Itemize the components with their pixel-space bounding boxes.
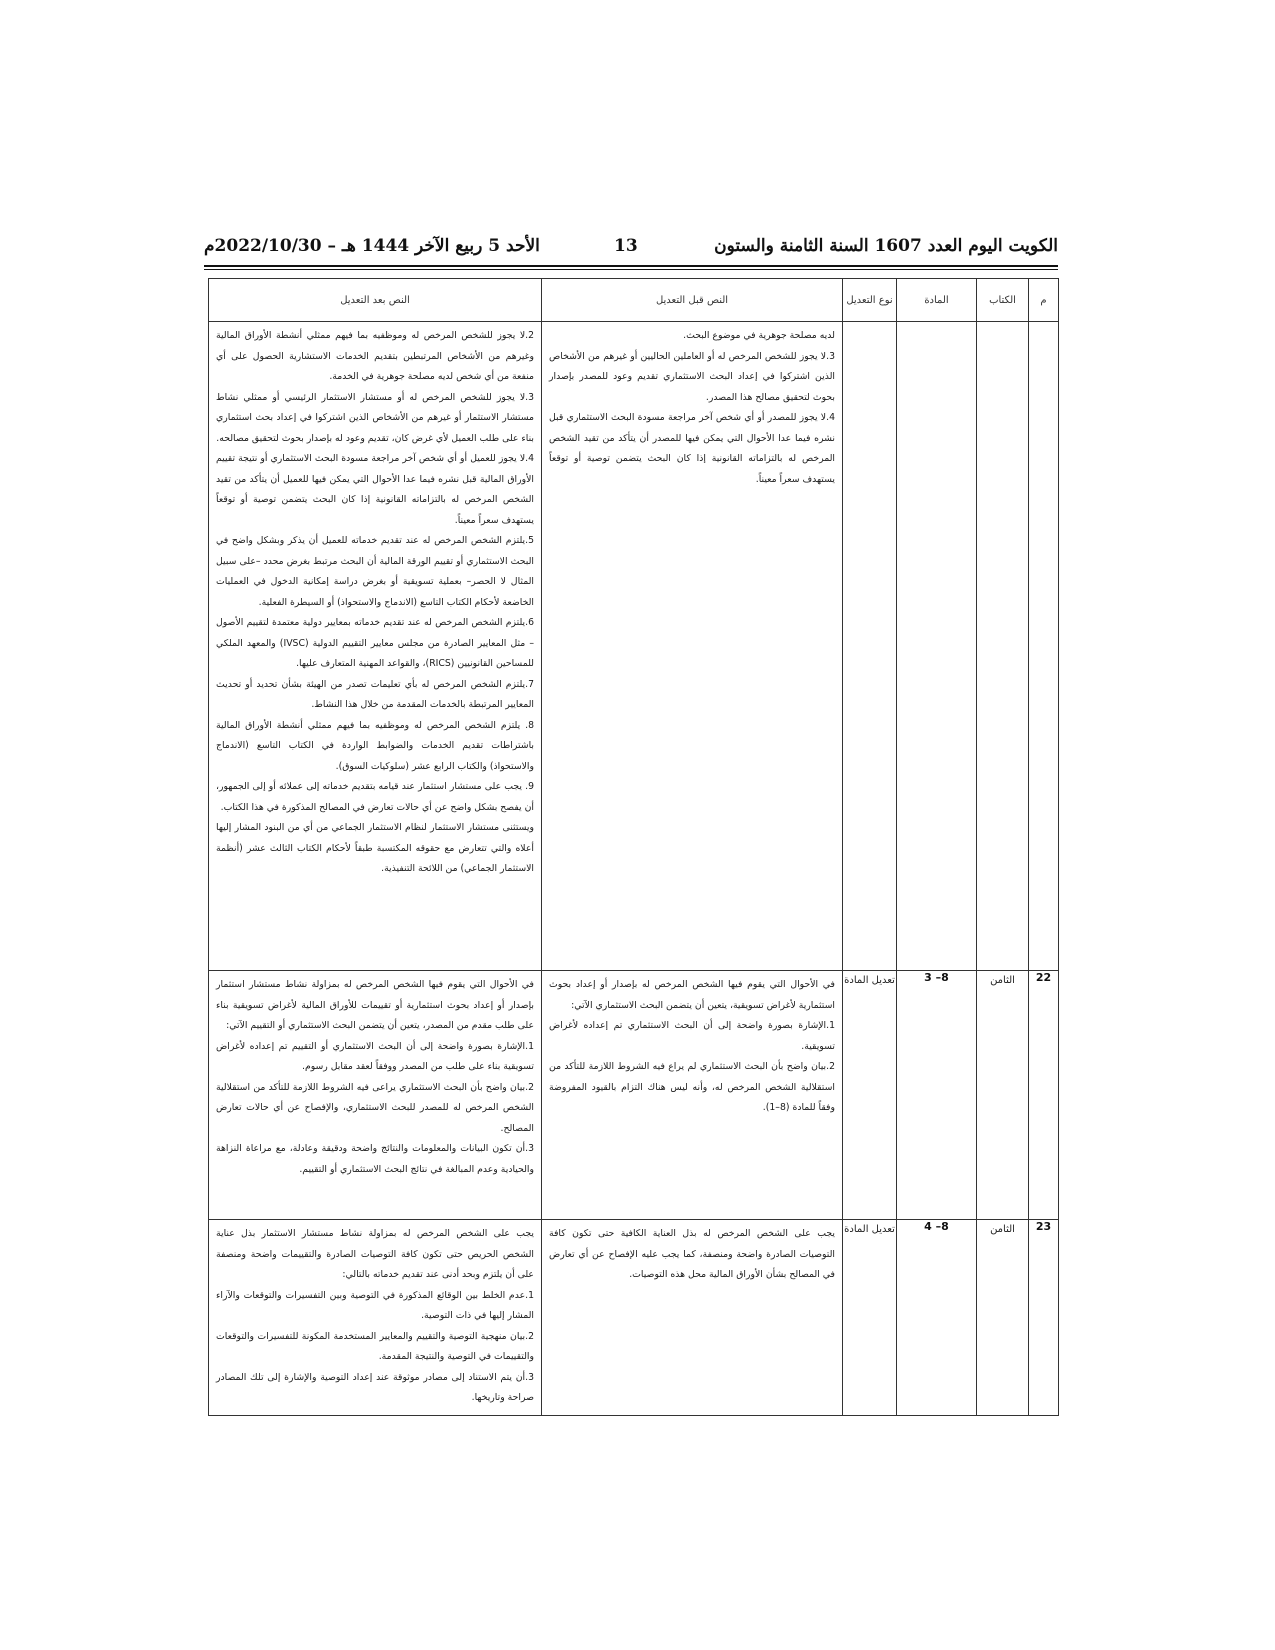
paragraph: 8. يلتزم الشخص المرخص له وموظفيه بما فيهم ممثلي أنشطة الأوراق المالية باشتراطات تقديم الخدمات والضوابط الواردة في الكتاب التاسع (الاندماج والاستحواذ) والكتاب الرابع عشر (سلوكيات السوق). [216,719,534,772]
row-article [897,322,977,971]
row-type [843,322,897,971]
header-rule-thin [204,269,1058,270]
row-book: الثامن [977,971,1029,1220]
header-gazette-issue: الكويت اليوم العدد 1607 السنة الثامنة والستون [714,236,1058,256]
page-header [204,228,1058,262]
paragraph: 5.يلتزم الشخص المرخص له عند تقديم خدماته للعميل أن يذكر وبشكل واضح في البحث الاستثماري أو تقييم الورقة المالية أن البحث مرتبط بغرض محدد –على سبيل المثال لا الحصر– بعملية تسويقية أو بغرض دراسة إمكانية الدخول في العمليات الخاضعة لأحكام الكتاب التاسع (الاندماج والاستحواذ) أو السيطرة الفعلية. [216,535,534,608]
row-book: الثامن [977,1220,1029,1416]
paragraph: 2.بيان واضح بأن البحث الاستثماري لم يراع فيه الشروط اللازمة للتأكد من استقلالية الشخص المرخص له، وأنه ليس هناك التزام بالقيود المفروضة وفقاً للمادة (8–1). [549,1061,835,1113]
paragraph: 6.يلتزم الشخص المرخص له عند تقديم خدماته بمعايير دولية معتمدة لتقييم الأصول – مثل المعايير الصادرة من مجلس معايير التقييم الدولية (IVSC) والمعهد الملكي للمساحين القانونيين (RICS)، والقواعد المهنية المتعارف عليها. [216,617,534,669]
header-date: الأحد 5 ربيع الآخر 1444 هـ – 2022/10/30م [204,236,540,256]
row-article: 8– 4 [897,1220,977,1416]
text-before-cell [542,322,843,971]
paragraph: 2.بيان واضح بأن البحث الاستثماري يراعى فيه الشروط اللازمة للتأكد من استقلالية الشخص المرخص له للمصدر للبحث الاستثماري، والإفصاح عن أي حالات تعارض المصالح. [216,1081,534,1134]
col-header-before: النص قبل التعديل [542,279,843,322]
paragraph: 3.لا يجوز للشخص المرخص له أو مستشار الاستثمار الرئيسي أو ممثلي نشاط مستشار الاستثمار أو غيرهم من الأشخاص الذين اشتركوا في إعداد بحث استثماري بناء على طلب العميل لأي غرض كان، تقديم وعود له بإصدار بحوث لتحقيق مصالحه. [216,391,534,444]
row-number [1029,322,1059,971]
paragraph: 3.أن يتم الاستناد إلى مصادر موثوقة عند إعداد التوصية والإشارة إلى تلك المصادر صراحة وتاريخها. [216,1371,534,1403]
paragraph: 7.يلتزم الشخص المرخص له بأي تعليمات تصدر من الهيئة بشأن تحديد أو تحديث المعايير المرتبطة بالخدمات المقدمة من خلال هذا النشاط. [216,678,534,710]
paragraph: 1.الإشارة بصورة واضحة إلى أن البحث الاستثماري تم إعداده لأغراض تسويقية. [549,1020,835,1052]
row-number: 23 [1029,1220,1059,1416]
col-header-type: نوع التعديل [843,279,897,322]
paragraph: 2.بيان منهجية التوصية والتقييم والمعايير المستخدمة المكونة للتفسيرات والتوقعات والتقييمات في التوصية والنتيجة المقدمة. [216,1330,534,1362]
text-after-cell [209,322,542,971]
row-type: تعديل المادة [843,971,897,1220]
paragraph: 2.لا يجوز للشخص المرخص له وموظفيه بما فيهم ممثلي أنشطة الأوراق المالية وغيرهم من الأشخاص المرتبطين بتقديم الخدمات الاستشارية الحصول على أي منفعة من أي شخص لديه مصلحة جوهرية في الخدمة. [216,330,534,382]
col-header-m: م [1029,279,1059,322]
paragraph: لديه مصلحة جوهرية في موضوع البحث. [683,330,835,341]
row-number: 22 [1029,971,1059,1220]
table-header-row [209,279,1059,322]
paragraph: 1.عدم الخلط بين الوقائع المذكورة في التوصية وبين التفسيرات والتوقعات والآراء المشار إليها في ذات التوصية. [216,1289,534,1321]
table-row [209,971,1059,1220]
paragraph: 9. يجب على مستشار استثمار عند قيامه بتقديم خدماته إلى عملائه أو إلى الجمهور، أن يفصح بشكل واضح عن أي حالات تعارض في المصالح المذكورة في هذا الكتاب. [216,781,534,813]
text-after-cell [209,971,542,1220]
amendments-table [208,278,1059,1416]
paragraph: 3.لا يجوز للشخص المرخص له أو العاملين الحاليين أو غيرهم من الأشخاص الذين اشتركوا في إعداد البحث الاستثماري تقديم وعود للمصدر بإصدار بحوث لتحقيق مصالح هذا المصدر. [549,350,835,403]
text-before-cell [542,1220,843,1416]
row-article: 8– 3 [897,971,977,1220]
paragraph: يجب على الشخص المرخص له بذل العناية الكافية حتى تكون كافة التوصيات الصادرة واضحة ومنصفة، كما يجب عليه الإفصاح عن أي تعارض في المصالح بشأن الأوراق المالية محل هذه التوصيات. [549,1228,835,1280]
paragraph: 1.الإشارة بصورة واضحة إلى أن البحث الاستثماري أو التقييم تم إعداده لأغراض تسويقية بناء على طلب من المصدر ووفقاً لعقد مقابل رسوم. [216,1040,534,1072]
col-header-book: الكتاب [977,279,1029,322]
paragraph: في الأحوال التي يقوم فيها الشخص المرخص له بإصدار أو إعداد بحوث استثمارية لأغراض تسويقية، يتعين أن يتضمن البحث الاستثماري الآتي: [549,979,835,1011]
paragraph: 4.لا يجوز للعميل أو أي شخص آخر مراجعة مسودة البحث الاستثماري أو نتيجة تقييم الأوراق المالية قبل نشره فيما عدا الأحوال التي يمكن فيها للعميل أن يتأكد من تقيد الشخص المرخص له بالتزاماته القانونية إذا كان البحث يتضمن توصية أو توقعاً يستهدف سعراً معيناً. [216,453,534,526]
col-header-after: النص بعد التعديل [209,279,542,322]
paragraph: في الأحوال التي يقوم فيها الشخص المرخص له بمزاولة نشاط مستشار استثمار بإصدار أو إعداد بحوث استثمارية أو تقييمات للأوراق المالية لأغراض تسويقية بناء على طلب مقدم من المصدر، يتعين أن يتضمن البحث الاستثماري أو التقييم الآتي: [216,979,534,1031]
row-type: تعديل المادة [843,1220,897,1416]
paragraph: 4.لا يجوز للمصدر أو أي شخص آخر مراجعة مسودة البحث الاستثماري قبل نشره فيما عدا الأحوال التي يمكن فيها للمصدر أن يتأكد من تقيد الشخص المرخص له بالتزاماته القانونية إذا كان البحث يتضمن توصية أو توقعاً يستهدف سعراً معيناً. [549,412,835,485]
header-rule [204,265,1058,267]
paragraph: 3.أن تكون البيانات والمعلومات والنتائج واضحة ودقيقة وعادلة، مع مراعاة النزاهة والحيادية وعدم المبالغة في نتائج البحث الاستثماري أو التقييم. [216,1143,534,1175]
header-page-number: 13 [614,236,638,256]
text-before-cell [542,971,843,1220]
text-after-cell [209,1220,542,1416]
paragraph: يجب على الشخص المرخص له بمزاولة نشاط مستشار الاستثمار بذل عناية الشخص الحريص حتى تكون كافة التوصيات الصادرة والتقييمات واضحة ومنصفة على أن يلتزم وبحد أدنى عند تقديم خدماته بالتالي: [216,1228,534,1280]
row-book [977,322,1029,971]
table-row [209,322,1059,971]
table-row [209,1220,1059,1416]
paragraph: ويستثنى مستشار الاستثمار لنظام الاستثمار الجماعي من أي من البنود المشار إليها أعلاه والتي تتعارض مع حقوقه المكتسبة طبقاً لأحكام الكتاب الثالث عشر (أنظمة الاستثمار الجماعي) من اللائحة التنفيذية. [216,822,534,874]
col-header-article: المادة [897,279,977,322]
